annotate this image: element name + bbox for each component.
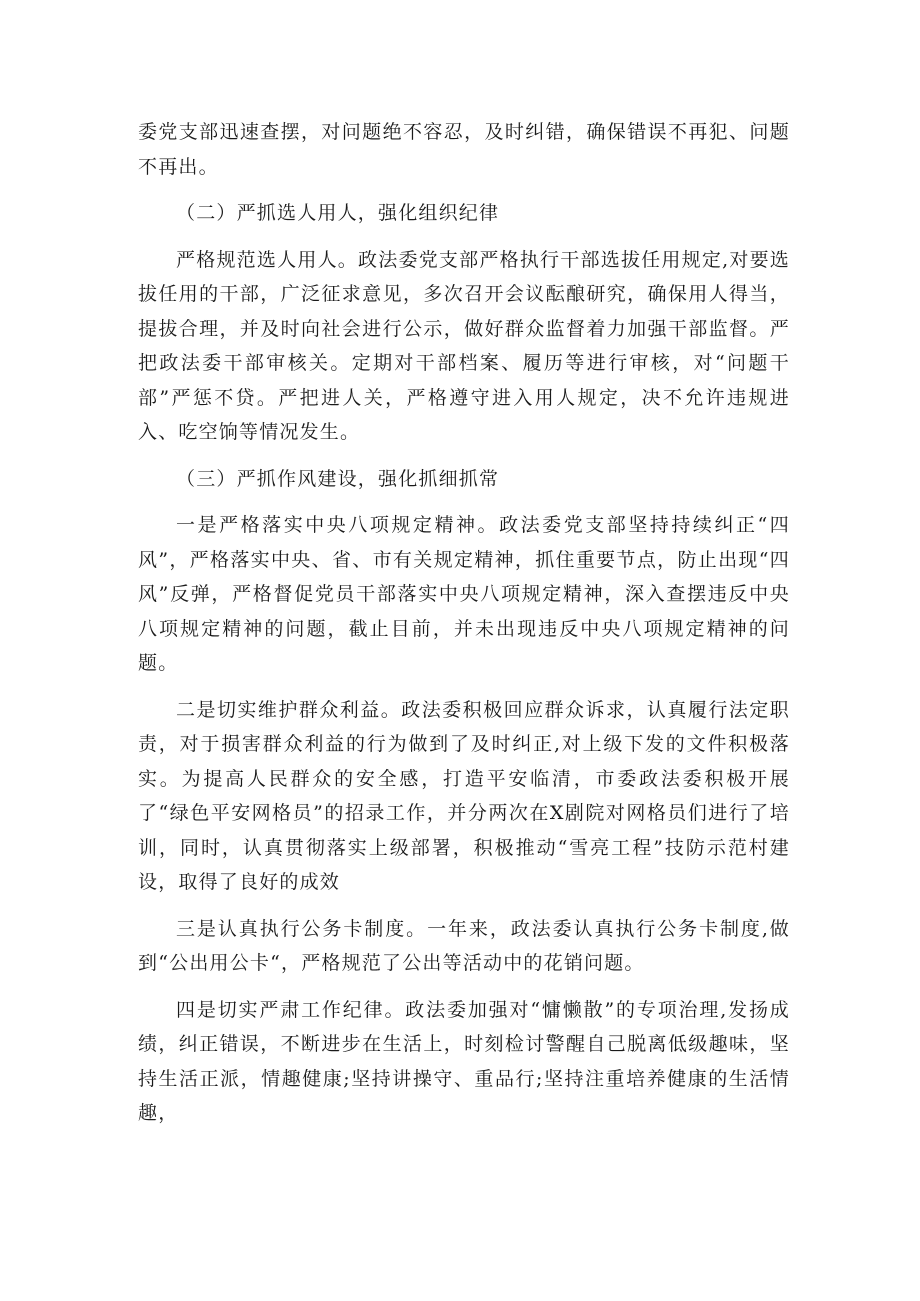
paragraph-official-card: 三是认真执行公务卡制度。一年来，政法委认真执行公务卡制度,做到“公出用公卡“，严格规范了公出等活动中的花销问题。 [138,917,790,974]
section-heading-2: （二）严抓选人用人，强化组织纪律 [176,202,500,224]
paragraph-eight-regulations: 一是严格落实中央八项规定精神。政法委党支部坚持持续纠正“四风”，严格落实中央、省、市有关规定精神，抓住重要节点，防止出现“四风”反弹，严格督促党员干部落实中央八项规定精神，深入查摆违反中央八项规定精神的问题，截止目前，并未出现违反中央八项规定精神的问题。 [138,514,790,674]
paragraph-work-discipline: 四是切实严肃工作纪律。政法委加强对“慵懒散”的专项治理,发扬成绩，纠正错误，不断进步在生活上，时刻检讨警醒自己脱离低级趣味，坚持生活正派，情趣健康;坚持讲操守、重品行;坚持注重培养健康的生活情趣， [138,998,790,1124]
paragraph-personnel-selection: 严格规范选人用人。政法委党支部严格执行干部选拔任用规定,对要选拔任用的干部，广泛征求意见，多次召开会议酝酿研究，确保用人得当，提拔合理，并及时向社会进行公示，做好群众监督着力加强干部监督。严把政法委干部审核关。定期对干部档案、履历等进行审核，对“问题干部”严惩不贷。严把进人关，严格遵守进入用人规定，决不允许违规进入、吃空饷等情况发生。 [138,248,790,443]
paragraph-public-interest: 二是切实维护群众利益。政法委积极回应群众诉求，认真履行法定职责，对于损害群众利益的行为做到了及时纠正,对上级下发的文件积极落实。为提高人民群众的安全感，打造平安临清，市委政法委积极开展了“绿色平安网格员”的招录工作，并分两次在X剧院对网格员们进行了培训，同时，认真贯彻落实上级部署，积极推动“雪亮工程”技防示范村建设，取得了良好的成效 [138,698,790,893]
section-heading-3: （三）严抓作风建设，强化抓细抓常 [176,467,500,490]
paragraph-continuation: 委党支部迅速查摆，对问题绝不容忍，及时纠错，确保错误不再犯、问题不再出。 [138,121,790,178]
document-body [138,115,790,1143]
